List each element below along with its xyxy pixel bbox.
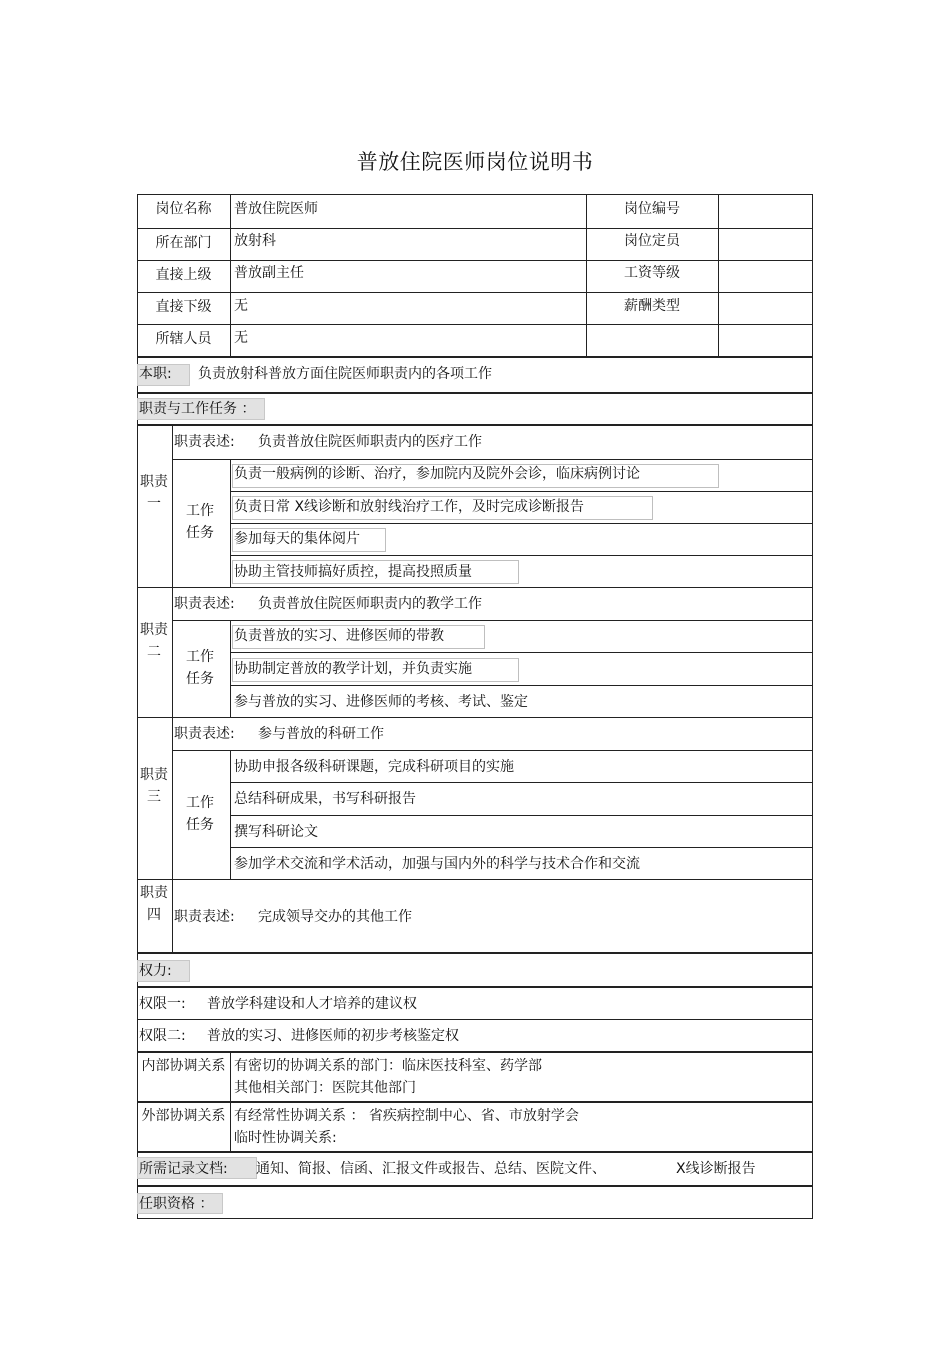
subordinate-label: 直接下级: [155, 299, 212, 315]
duty-label: 本职:: [139, 366, 172, 382]
external-line1: 有经常性协调关系 ： 省疾病控制中心、省、市放射学会: [234, 1108, 579, 1124]
post-no-label: 岗位编号: [624, 201, 680, 217]
duty1-task4: 协助主管技师搞好质控，提高投照质量: [234, 564, 472, 580]
records-label: 所需记录文档:: [139, 1161, 228, 1177]
duty3-task2: 总结科研成果，书写科研报告: [234, 791, 416, 807]
duty4-desc: 完成领导交办的其他工作: [258, 909, 412, 925]
power-label: 权力:: [139, 963, 172, 979]
limit1-text: 普放学科建设和人才培养的建议权: [207, 996, 417, 1012]
duty3-desc-label: 职责表述:: [174, 726, 235, 742]
qualification-label: 任职资格 ：: [139, 1196, 214, 1212]
post-name-value: 普放住院医师: [234, 201, 318, 217]
duty1-label: 职责一: [140, 474, 168, 512]
internal-line2: 其他相关部门：医院其他部门: [234, 1080, 416, 1096]
pay-label: 薪酬类型: [624, 298, 680, 314]
duty2-desc-label: 职责表述:: [174, 596, 235, 612]
duty1-task1: 负责一般病例的诊断、治疗，参加院内及院外会诊，临床病例讨论: [234, 466, 640, 482]
duty4-desc-label: 职责表述:: [174, 909, 235, 925]
superior-label: 直接上级: [155, 267, 212, 283]
duty3-task1: 协助申报各级科研课题，完成科研项目的实施: [234, 759, 514, 775]
superior-value: 普放副主任: [234, 265, 304, 281]
duty1-task3: 参加每天的集体阅片: [234, 531, 360, 547]
records-text-2: X线诊断报告: [676, 1161, 756, 1177]
duty2-task-label: 工作任务: [186, 649, 214, 687]
duty1-task-label: 工作任务: [186, 503, 214, 541]
limit2-text: 普放的实习、进修医师的初步考核鉴定权: [207, 1028, 459, 1044]
external-line2: 临时性协调关系:: [234, 1130, 337, 1146]
duty4-label: 职责四: [140, 885, 168, 923]
external-label: 外部协调关系: [141, 1108, 226, 1124]
duty1-desc: 负责普放住院医师职责内的医疗工作: [258, 434, 482, 450]
duty3-task-label: 工作任务: [186, 795, 214, 833]
duty3-task4: 参加学术交流和学术活动，加强与国内外的科学与技术合作和交流: [234, 856, 640, 872]
post-name-label: 岗位名称: [155, 201, 212, 217]
duty2-task2: 协助制定普放的教学计划，并负责实施: [234, 661, 472, 677]
limit1-label: 权限一:: [139, 996, 186, 1012]
internal-line1: 有密切的协调关系的部门：临床医技科室、药学部: [234, 1058, 542, 1074]
duty1-task2: 负责日常 X线诊断和放射线治疗工作，及时完成诊断报告: [234, 499, 585, 515]
duty2-task3: 参与普放的实习、进修医师的考核、考试、鉴定: [234, 694, 528, 710]
quota-label: 岗位定员: [624, 233, 680, 249]
duty2-label: 职责二: [140, 622, 168, 660]
duty2-desc: 负责普放住院医师职责内的教学工作: [258, 596, 482, 612]
page-title: 普放住院医师岗位说明书: [356, 150, 594, 174]
grade-label: 工资等级: [624, 265, 680, 281]
tasks-header: 职责与工作任务 ：: [139, 401, 256, 417]
duty3-task3: 撰写科研论文: [234, 824, 318, 840]
duty3-desc: 参与普放的科研工作: [258, 726, 384, 742]
subordinate-value: 无: [234, 298, 248, 314]
duty3-label: 职责三: [140, 767, 168, 805]
staff-label: 所辖人员: [155, 331, 212, 347]
duty1-desc-label: 职责表述:: [174, 434, 235, 450]
duty2-task1: 负责普放的实习、进修医师的带教: [234, 628, 444, 644]
staff-value: 无: [234, 330, 248, 346]
duty-text: 负责放射科普放方面住院医师职责内的各项工作: [198, 366, 492, 382]
dept-label: 所在部门: [155, 235, 212, 251]
limit2-label: 权限二:: [139, 1028, 186, 1044]
records-text: 通知、简报、信函、汇报文件或报告、总结、医院文件、: [256, 1161, 606, 1177]
dept-value: 放射科: [234, 233, 276, 249]
internal-label: 内部协调关系: [141, 1058, 226, 1074]
